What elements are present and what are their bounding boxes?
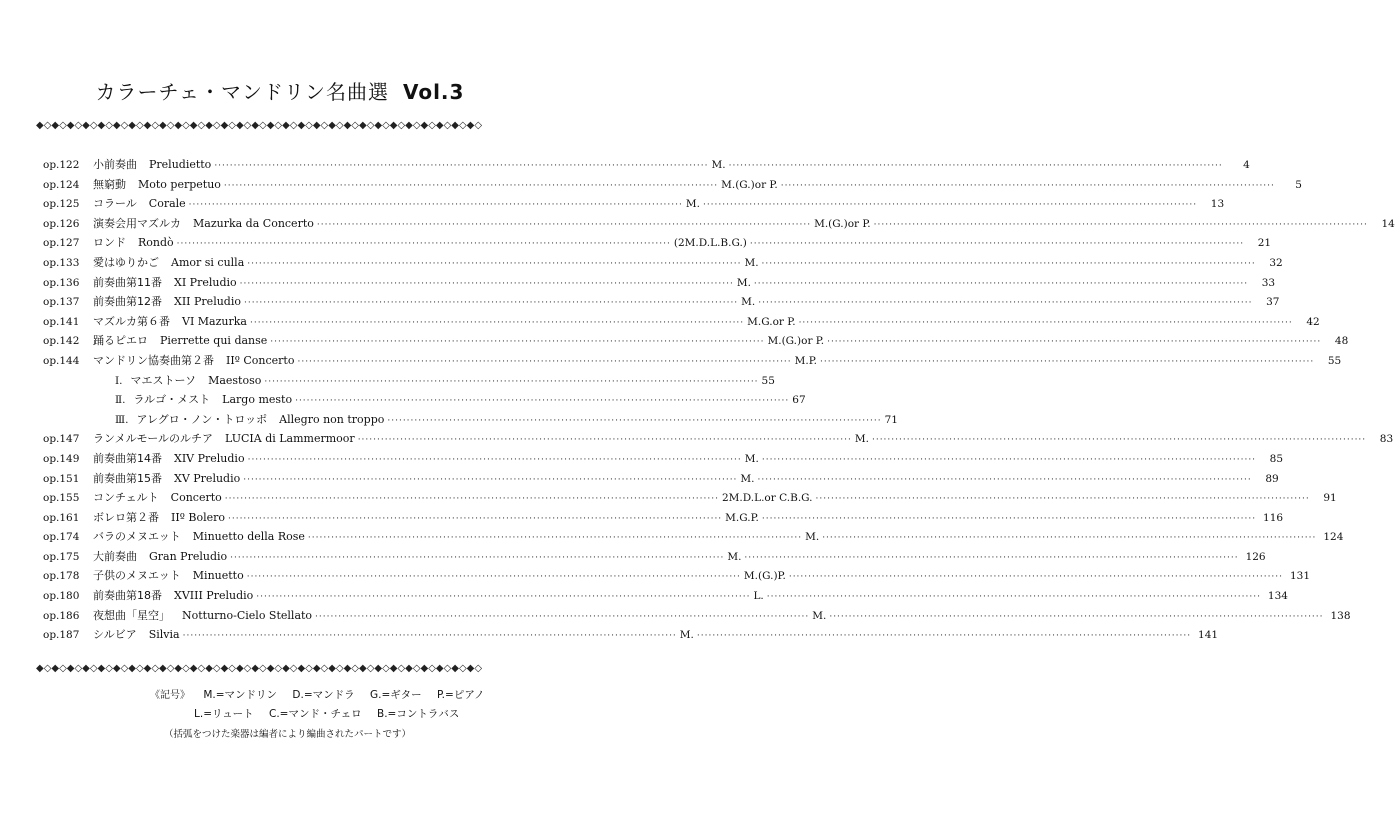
japanese-title: マズルカ第６番 xyxy=(93,314,170,328)
toc-row xyxy=(43,470,1279,490)
work-title xyxy=(115,372,261,388)
page-number: 116 xyxy=(1263,511,1284,524)
leader-dots xyxy=(317,220,811,230)
italian-title: Rondò xyxy=(138,236,174,250)
toc-row xyxy=(43,332,1349,352)
opus-number: op.147 xyxy=(43,433,80,446)
instrumentation: M. xyxy=(744,256,759,269)
leader-dots xyxy=(762,514,1256,524)
toc-movement-row xyxy=(43,391,806,411)
toc-row xyxy=(43,195,1225,215)
toc-movement-row xyxy=(43,411,898,431)
leader-dots xyxy=(750,239,1244,249)
italian-title: Minuetto xyxy=(192,569,244,583)
work-title xyxy=(93,156,211,172)
work-title xyxy=(93,215,314,231)
leader-dots xyxy=(758,475,1252,485)
opus-number: op.142 xyxy=(43,335,80,348)
legend-entry: C.=マンド・チェロ xyxy=(269,708,362,720)
work-title xyxy=(93,489,222,505)
japanese-title: マンドリン協奏曲第２番 xyxy=(93,353,214,367)
japanese-title: 演奏会用マズルカ xyxy=(93,216,181,230)
leader-dots xyxy=(214,161,708,171)
instrumentation: M.P. xyxy=(794,354,818,367)
toc-row xyxy=(43,215,1395,235)
leader-dots xyxy=(829,612,1323,622)
opus-number: op.155 xyxy=(43,492,80,505)
work-title xyxy=(115,411,384,427)
italian-title: VI Mazurka xyxy=(182,314,247,328)
instrumentation: M. xyxy=(854,433,869,446)
toc-row xyxy=(43,607,1351,627)
opus-number: op.122 xyxy=(43,159,80,171)
instrumentation: M.(G.)or P. xyxy=(767,335,825,348)
ornament-divider-top: ◆◇◆◇◆◇◆◇◆◇◆◇◆◇◆◇◆◇◆◇◆◇◆◇◆◇◆◇◆◇◆◇◆◇◆◇◆◇◆◇◆◇◆◇◆◇◆◇◆◇◆◇◆◇◆◇◆◇ xyxy=(36,120,483,131)
legend-entry: B.=コントラバス xyxy=(377,708,460,720)
opus-number: op.178 xyxy=(43,570,80,583)
page-number: 42 xyxy=(1306,315,1320,328)
page-number: 13 xyxy=(1210,198,1225,211)
ornament-divider-bottom: ◆◇◆◇◆◇◆◇◆◇◆◇◆◇◆◇◆◇◆◇◆◇◆◇◆◇◆◇◆◇◆◇◆◇◆◇◆◇◆◇◆◇◆◇◆◇◆◇◆◇◆◇◆◇◆◇◆◇ xyxy=(36,663,483,674)
toc-row xyxy=(43,509,1284,529)
toc-row xyxy=(43,430,1394,450)
work-title xyxy=(93,567,244,583)
opus-number: op.187 xyxy=(43,629,80,642)
instrumentation: L. xyxy=(753,590,764,603)
leader-dots xyxy=(827,337,1321,347)
toc-row xyxy=(43,313,1320,333)
work-title xyxy=(93,548,227,564)
leader-dots xyxy=(387,416,881,426)
italian-title: Moto perpetuo xyxy=(138,177,221,191)
legend-entry: G.=ギター xyxy=(369,689,422,701)
instrumentation: 2M.D.L.or C.B.G. xyxy=(721,492,813,505)
movement-number: Ⅱ. xyxy=(115,394,126,407)
leader-dots xyxy=(240,279,734,289)
work-title xyxy=(93,313,247,329)
page-number: 141 xyxy=(1198,629,1219,642)
japanese-title: 前奏曲第15番 xyxy=(93,471,162,485)
leader-dots xyxy=(762,259,1256,269)
leader-dots xyxy=(224,181,718,191)
italian-title: LUCIA di Lammermoor xyxy=(225,432,355,446)
page-number: 89 xyxy=(1265,472,1279,485)
italian-title: Allegro non troppo xyxy=(279,412,385,426)
page-number: 71 xyxy=(884,413,898,426)
page-number: 5 xyxy=(1295,178,1302,191)
japanese-title: 前奏曲第11番 xyxy=(93,275,162,289)
instrumentation: M. xyxy=(711,159,726,171)
instrumentation: M.(G.)or P. xyxy=(721,178,778,191)
japanese-title: 夜想曲「星空」 xyxy=(93,608,170,622)
leader-dots xyxy=(225,494,719,504)
leader-dots xyxy=(177,239,671,249)
toc-row xyxy=(43,548,1266,568)
work-title xyxy=(93,274,237,290)
legend-note: （括弧をつけた楽器は編者により編曲されたパートです） xyxy=(164,729,412,740)
page-number: 131 xyxy=(1289,570,1311,583)
page-number: 55 xyxy=(761,374,775,387)
instrumentation: M. xyxy=(805,531,820,544)
toc-row xyxy=(43,626,1219,646)
japanese-title: 愛はゆりかご xyxy=(93,255,159,269)
leader-dots xyxy=(729,161,1223,171)
japanese-title: 大前奏曲 xyxy=(93,549,137,563)
title-volume: Vol.3 xyxy=(402,80,465,104)
work-title xyxy=(93,587,253,603)
leader-dots xyxy=(297,357,791,367)
leader-dots xyxy=(781,181,1275,191)
opus-number: op.125 xyxy=(43,198,80,211)
japanese-title: ボレロ第２番 xyxy=(93,510,159,524)
toc-row xyxy=(43,254,1283,274)
instrumentation: M.(G.)P. xyxy=(743,570,786,583)
instrumentation: M.G.P. xyxy=(725,511,759,524)
italian-title: XIV Preludio xyxy=(174,451,245,465)
japanese-title: コラール xyxy=(93,197,137,211)
opus-number: op.144 xyxy=(43,354,80,367)
page-number: 33 xyxy=(1261,276,1276,289)
leader-dots xyxy=(244,298,738,308)
page-number: 85 xyxy=(1269,452,1284,465)
leader-dots xyxy=(703,200,1197,210)
opus-number: op.133 xyxy=(43,256,80,269)
page-number: 124 xyxy=(1323,531,1344,544)
movement-number: Ⅰ. xyxy=(115,374,123,387)
leader-dots xyxy=(230,553,724,563)
opus-number: op.180 xyxy=(43,590,80,603)
leader-dots xyxy=(767,592,1261,602)
italian-title: Notturno-Cielo Stellato xyxy=(182,608,313,622)
toc-row xyxy=(43,274,1276,294)
legend-entry: D.=マンドラ xyxy=(292,689,355,701)
leader-dots xyxy=(295,396,789,406)
japanese-title: ランメルモールのルチア xyxy=(93,432,214,446)
leader-dots xyxy=(183,631,677,641)
japanese-title: 前奏曲第12番 xyxy=(93,295,162,309)
italian-title: Amor si culla xyxy=(171,255,245,269)
opus-number: op.151 xyxy=(43,472,80,485)
leader-dots xyxy=(872,435,1366,445)
work-title xyxy=(93,332,267,348)
work-title xyxy=(93,528,305,544)
leader-dots xyxy=(816,494,1310,504)
legend-entry: P.=ピアノ xyxy=(436,689,485,701)
page-title xyxy=(0,76,560,105)
leader-dots xyxy=(250,318,744,328)
leader-dots xyxy=(270,337,764,347)
toc-row xyxy=(43,234,1272,254)
opus-number: op.161 xyxy=(43,511,80,524)
work-title xyxy=(93,234,174,250)
page-number: 55 xyxy=(1327,354,1342,367)
italian-title: Mazurka da Concerto xyxy=(193,216,314,230)
leader-dots xyxy=(754,279,1248,289)
instrumentation: M. xyxy=(679,629,694,642)
toc-row xyxy=(43,156,1250,176)
leader-dots xyxy=(243,475,737,485)
japanese-title: コンチェルト xyxy=(93,491,159,505)
leader-dots xyxy=(697,631,1191,641)
toc-row xyxy=(43,352,1342,372)
legend-line-1 xyxy=(150,686,510,706)
legend-entry: M.=マンドリン xyxy=(203,689,278,701)
toc-row xyxy=(43,450,1284,470)
page-number: 67 xyxy=(792,394,806,407)
instrumentation: M. xyxy=(685,198,700,211)
leader-dots xyxy=(315,612,809,622)
work-title xyxy=(93,254,244,270)
work-title xyxy=(93,470,240,486)
page-number: 138 xyxy=(1330,609,1351,622)
opus-number: op.127 xyxy=(43,237,80,250)
work-title xyxy=(93,626,180,642)
work-title xyxy=(93,293,241,309)
japanese-title: アレグロ・ノン・トロッポ xyxy=(136,412,268,426)
instrumentation: M.G.or P. xyxy=(747,315,796,328)
japanese-title: 踊るピエロ xyxy=(93,334,148,348)
japanese-title: 前奏曲第18番 xyxy=(93,589,162,603)
page-number: 134 xyxy=(1267,590,1288,603)
italian-title: Pierrette qui danse xyxy=(160,334,268,348)
instrumentation: M. xyxy=(744,452,759,465)
legend-entry: L.=リュート xyxy=(194,708,254,720)
table-of-contents xyxy=(43,156,1395,646)
italian-title: XV Preludio xyxy=(174,471,241,485)
italian-title: Largo mesto xyxy=(222,393,293,407)
legend-line-2 xyxy=(150,706,510,726)
italian-title: XII Preludio xyxy=(174,295,241,309)
italian-title: Preludietto xyxy=(149,158,212,171)
title-main: カラーチェ・マンドリン名曲選 xyxy=(95,80,389,104)
toc-movement-row xyxy=(43,372,775,392)
japanese-title: 小前奏曲 xyxy=(93,158,137,171)
leader-dots xyxy=(256,592,750,602)
leader-dots xyxy=(822,533,1316,543)
page-number: 37 xyxy=(1266,296,1280,309)
italian-title: Concerto xyxy=(170,491,222,505)
toc-row xyxy=(43,176,1302,196)
instrumentation: M. xyxy=(812,609,827,622)
instrumentation: M. xyxy=(741,296,756,309)
italian-title: Silvia xyxy=(148,628,180,642)
page-number: 48 xyxy=(1334,335,1349,348)
work-title xyxy=(93,607,312,623)
instrumentation: M. xyxy=(736,276,751,289)
leader-dots xyxy=(247,259,741,269)
page-number: 32 xyxy=(1269,256,1283,269)
work-title xyxy=(93,450,245,466)
leader-dots xyxy=(248,455,742,465)
opus-number: op.149 xyxy=(43,452,80,465)
leader-dots xyxy=(799,318,1293,328)
japanese-title: 無窮動 xyxy=(93,177,126,191)
japanese-title: ロンド xyxy=(93,236,126,250)
japanese-title: マエストーソ xyxy=(130,373,197,387)
leader-dots xyxy=(762,455,1256,465)
italian-title: Corale xyxy=(148,197,186,211)
instrumentation: M. xyxy=(727,550,742,563)
toc-row xyxy=(43,587,1288,607)
work-title xyxy=(93,352,294,368)
opus-number: op.175 xyxy=(43,550,80,563)
leader-dots xyxy=(308,533,802,543)
instrumentation: M. xyxy=(740,472,755,485)
leader-dots xyxy=(820,357,1314,367)
opus-number: op.174 xyxy=(43,531,80,544)
page-number: 126 xyxy=(1245,550,1266,563)
opus-number: op.137 xyxy=(43,296,80,309)
toc-row xyxy=(43,293,1280,313)
italian-title: Minuetto della Rose xyxy=(192,530,305,544)
legend xyxy=(150,686,510,746)
opus-number: op.136 xyxy=(43,276,80,289)
page-number: 21 xyxy=(1257,237,1272,250)
toc-row xyxy=(43,528,1344,548)
italian-title: IIº Concerto xyxy=(226,353,295,367)
italian-title: XVIII Preludio xyxy=(174,589,254,603)
italian-title: Gran Preludio xyxy=(149,549,228,563)
work-title xyxy=(93,509,225,525)
japanese-title: バラのメヌエット xyxy=(93,530,181,544)
japanese-title: ラルゴ・メスト xyxy=(133,393,211,407)
italian-title: IIº Bolero xyxy=(171,510,225,524)
opus-number: op.124 xyxy=(43,178,80,191)
opus-number: op.141 xyxy=(43,315,80,328)
japanese-title: シルビア xyxy=(93,628,137,642)
toc-row xyxy=(43,567,1311,587)
italian-title: Maestoso xyxy=(208,373,262,387)
instrumentation: M.(G.)or P. xyxy=(814,217,871,230)
italian-title: XI Preludio xyxy=(174,275,237,289)
leader-dots xyxy=(758,298,1252,308)
page-number: 83 xyxy=(1379,433,1394,446)
japanese-title: 前奏曲第14番 xyxy=(93,451,162,465)
legend-label: 《記号》 xyxy=(150,690,190,701)
leader-dots xyxy=(247,572,741,582)
work-title xyxy=(93,176,221,192)
work-title xyxy=(115,391,292,407)
leader-dots xyxy=(228,514,722,524)
leader-dots xyxy=(789,572,1283,582)
instrumentation: (2M.D.L.B.G.) xyxy=(673,237,747,250)
toc-row xyxy=(43,489,1337,509)
work-title xyxy=(93,430,355,446)
opus-number: op.186 xyxy=(43,609,80,622)
page-number: 4 xyxy=(1243,159,1250,171)
leader-dots xyxy=(189,200,683,210)
movement-number: Ⅲ. xyxy=(115,413,129,426)
leader-dots xyxy=(874,220,1368,230)
leader-dots xyxy=(744,553,1238,563)
leader-dots xyxy=(264,377,758,387)
page-number: 14 xyxy=(1381,217,1395,230)
opus-number: op.126 xyxy=(43,217,80,230)
work-title xyxy=(93,195,186,211)
japanese-title: 子供のメヌエット xyxy=(93,569,181,583)
page-number: 91 xyxy=(1323,492,1337,505)
leader-dots xyxy=(358,435,852,445)
